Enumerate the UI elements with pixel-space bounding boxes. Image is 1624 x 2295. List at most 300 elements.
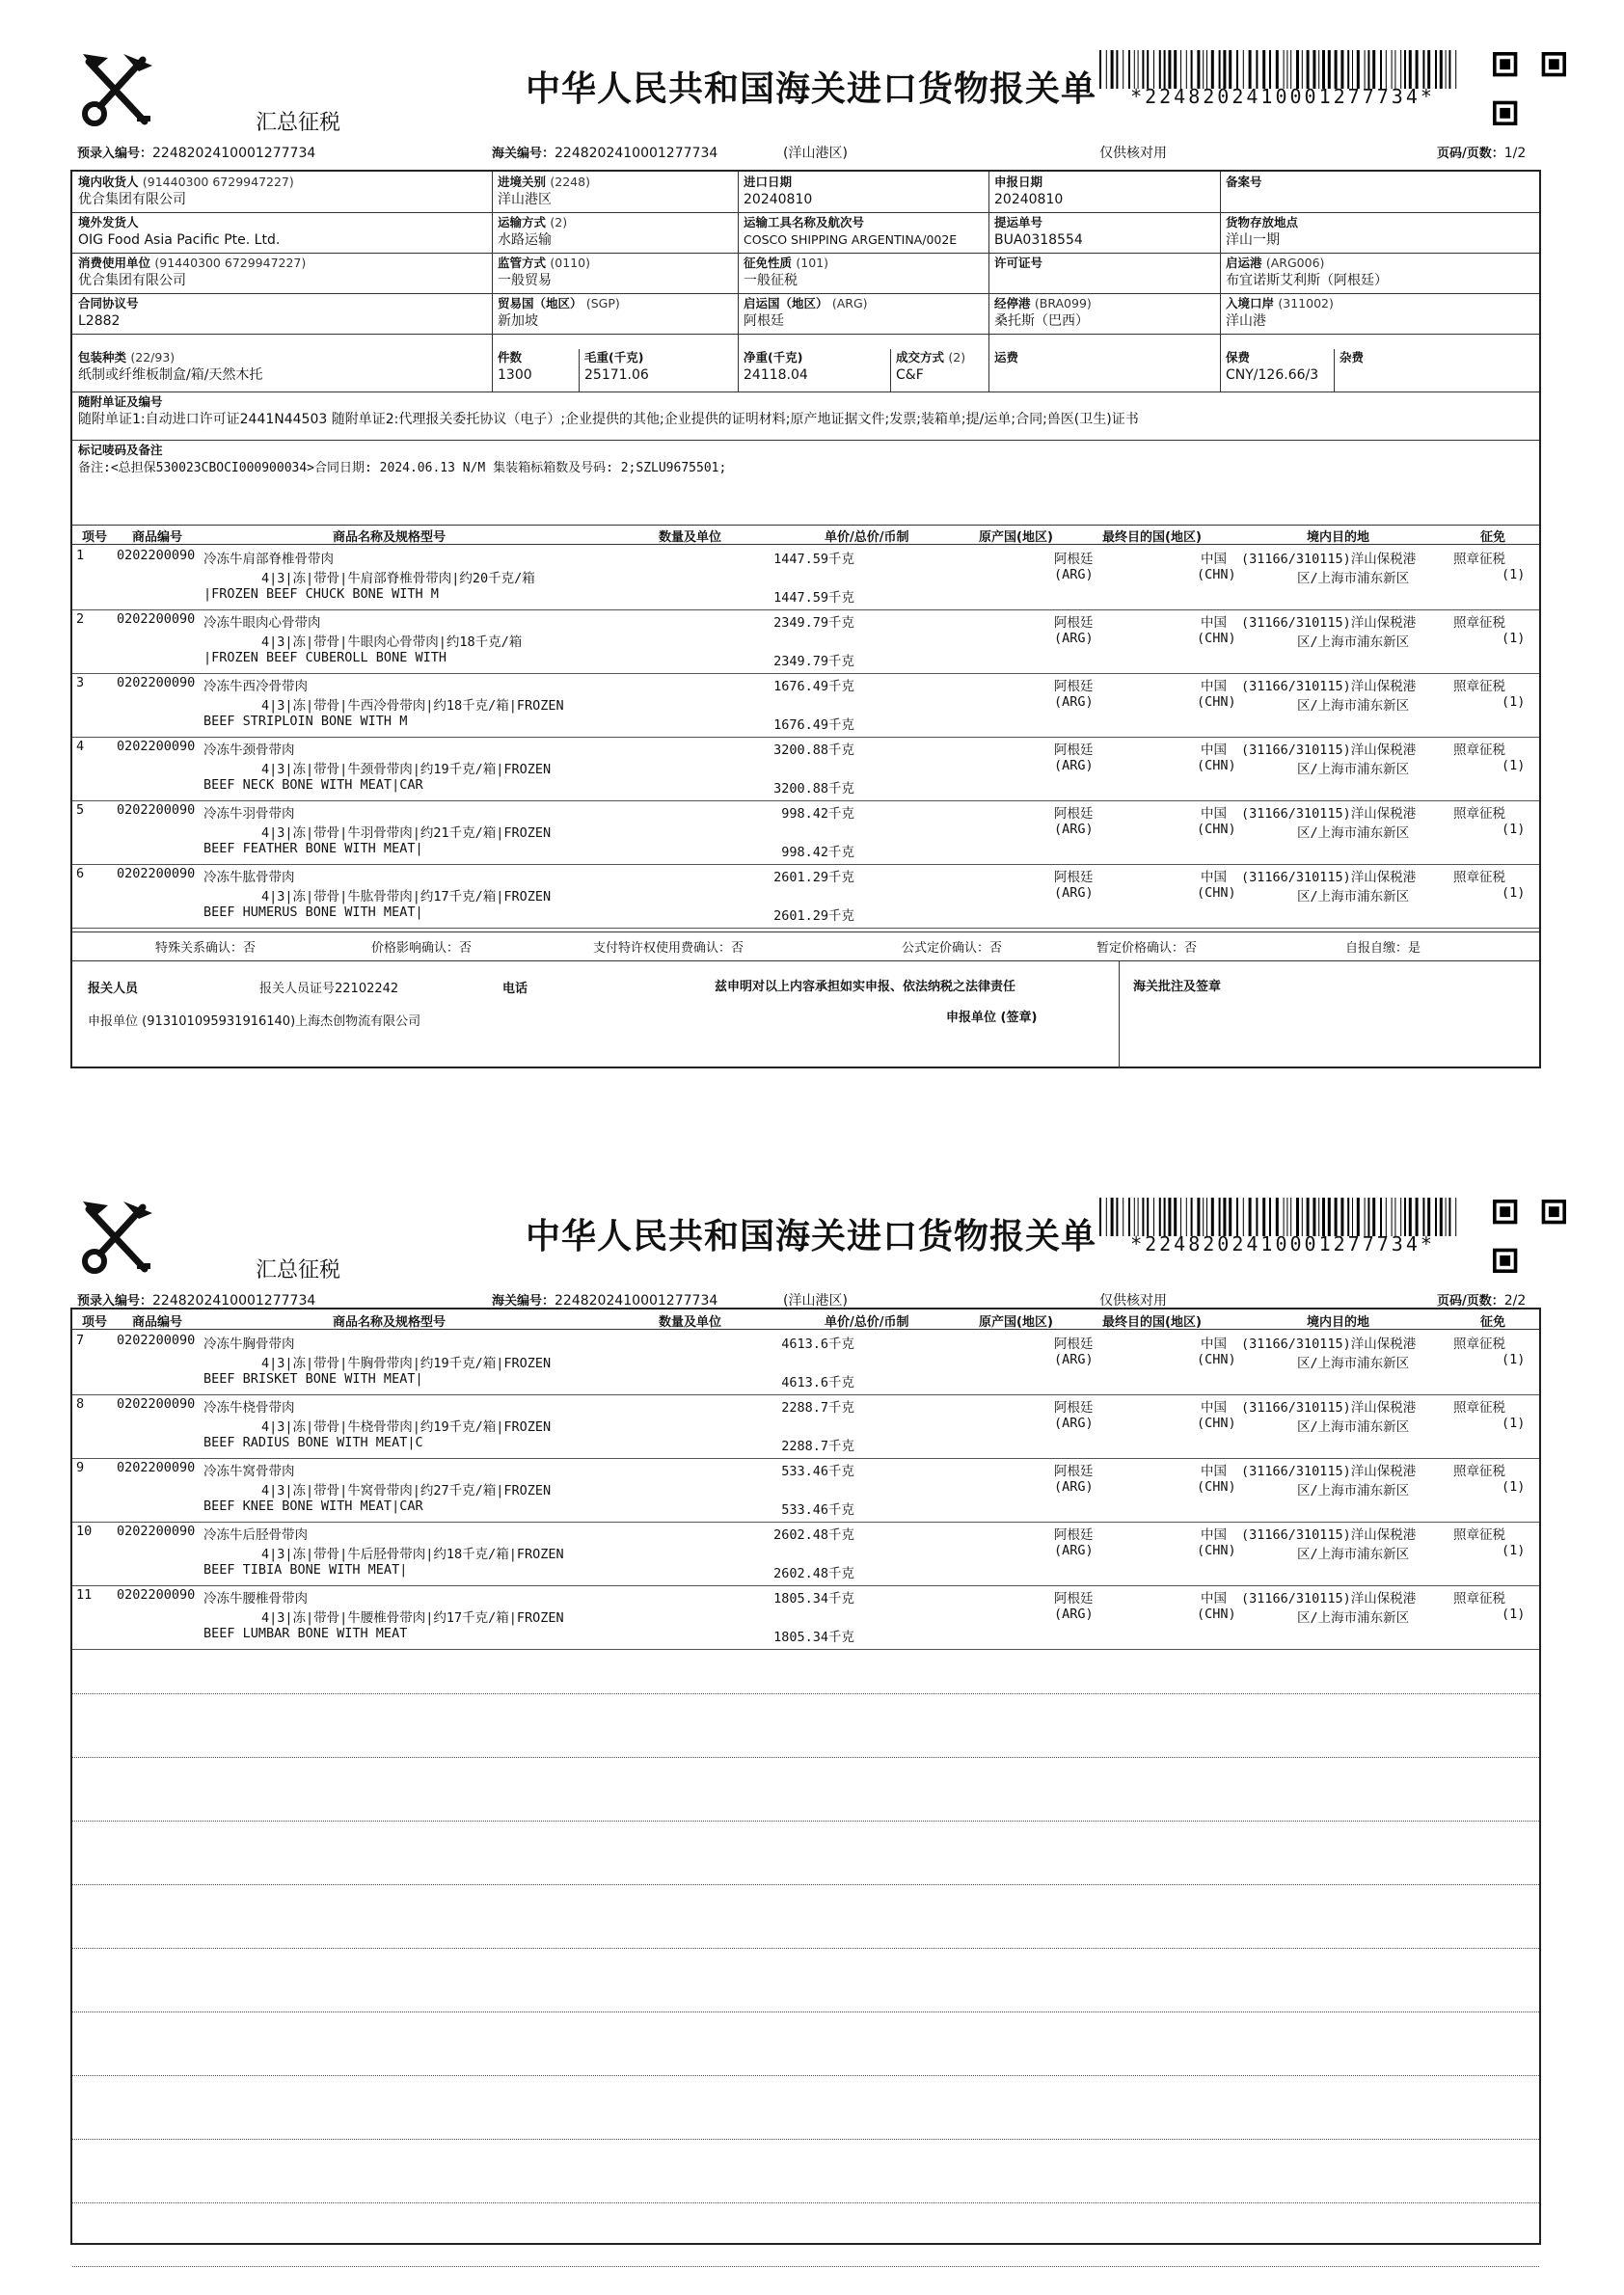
item-spec: 4|3|冻|带骨|牛后胫骨带肉|约18千克/箱|FROZEN <box>261 1547 564 1562</box>
item-qty2: 4613.6千克 <box>781 1375 854 1390</box>
item-name: 冷冻牛桡骨带肉 <box>203 1400 295 1416</box>
exit-cell: 进境关别 (2248) 洋山港区 <box>498 175 590 207</box>
item-levy: 照章征税 <box>1453 1591 1505 1606</box>
item-origin-code: (ARG) <box>1054 694 1094 710</box>
barcode-bar <box>1322 1198 1325 1236</box>
item-dest-country: 中国 <box>1201 615 1227 631</box>
port-name: (洋山港区) <box>783 1293 848 1309</box>
barcode-text: *2248202410001277734* <box>1130 1232 1435 1256</box>
item-origin: 阿根廷 <box>1054 870 1094 885</box>
item-levy: 照章征税 <box>1453 1336 1505 1352</box>
empty-row-line <box>72 1884 1539 1885</box>
page-number: 页码/页数：2/2 <box>1437 1293 1527 1309</box>
net-cell: 净重(千克) 24118.04 <box>744 350 808 383</box>
barcode-bar <box>1435 50 1437 89</box>
barcode-bar <box>1276 1198 1279 1236</box>
barcode-bar <box>1386 1198 1387 1236</box>
barcode-bar <box>1455 1198 1456 1236</box>
table-row <box>72 673 1539 737</box>
item-levy-code: (1) <box>1502 631 1526 646</box>
table-row <box>72 546 1539 609</box>
item-origin-code: (ARG) <box>1054 1352 1094 1367</box>
item-levy-code: (1) <box>1502 694 1526 710</box>
confirm-formula: 公式定价确认：否 <box>902 941 1003 956</box>
barcode-bar <box>1307 50 1310 89</box>
item-spec-en: BEEF NECK BONE WITH MEAT|CAR <box>203 777 423 793</box>
declarer-no: 报关人员证号22102242 <box>259 982 399 996</box>
barcode-bar <box>1386 50 1387 89</box>
item-no: 4 <box>76 739 85 754</box>
subtitle: 汇总征税 <box>256 1258 341 1282</box>
barcode-bar <box>1367 50 1369 89</box>
item-dest-country: 中国 <box>1201 1591 1227 1606</box>
item-name: 冷冻牛腰椎骨带肉 <box>203 1591 308 1606</box>
item-origin: 阿根廷 <box>1054 742 1094 758</box>
item-spec: 4|3|冻|带骨|牛腰椎骨带肉|约17千克/箱|FROZEN <box>261 1610 564 1626</box>
barcode-bar <box>1352 1198 1353 1236</box>
item-spec-en: |FROZEN BEEF CHUCK BONE WITH M <box>203 586 439 602</box>
confirm-provisional: 暂定价格确认：否 <box>1096 941 1198 956</box>
item-no: 3 <box>76 675 85 690</box>
empty-row-line <box>72 1948 1539 1949</box>
item-no: 7 <box>76 1333 85 1348</box>
item-dest2: 区/上海市浦东新区 <box>1297 1547 1410 1562</box>
barcode-bar <box>1164 1198 1166 1236</box>
empty-row-line <box>72 1821 1539 1822</box>
pieces-cell: 件数 1300 <box>498 350 532 383</box>
barcode-bar <box>1147 50 1149 89</box>
barcode-bar <box>1111 1198 1114 1236</box>
barcode-bar <box>1448 1198 1450 1236</box>
barcode-bar <box>1138 50 1139 89</box>
page-number: 页码/页数：1/2 <box>1437 146 1527 161</box>
barcode-bar <box>1128 50 1130 89</box>
origin-cell: 启运国（地区） (ARG) 阿根廷 <box>744 296 868 329</box>
barcode-bar <box>1392 50 1393 89</box>
barcode-icon <box>1099 50 1466 89</box>
item-qty2: 1805.34千克 <box>773 1630 854 1645</box>
customs-emblem-icon <box>75 1198 160 1282</box>
item-dest: (31166/310115)洋山保税港 <box>1241 806 1417 822</box>
empty-row-line <box>72 1693 1539 1694</box>
barcode-bar <box>1427 1198 1430 1236</box>
barcode-bar <box>1313 1198 1315 1236</box>
barcode-bar <box>1284 1198 1285 1236</box>
barcode-bar <box>1249 1198 1252 1236</box>
qr-code-icon <box>1493 1200 1566 1273</box>
barcode-bar <box>1380 50 1382 89</box>
table-row <box>72 1522 1539 1585</box>
item-dest-country: 中国 <box>1201 1527 1227 1543</box>
item-dest: (31166/310115)洋山保税港 <box>1241 552 1417 567</box>
item-levy: 照章征税 <box>1453 1527 1505 1543</box>
item-qty2: 2288.7千克 <box>781 1439 854 1454</box>
item-spec: 4|3|冻|带骨|牛胸骨带肉|约19千克/箱|FROZEN <box>261 1356 552 1371</box>
item-dest-country: 中国 <box>1201 552 1227 567</box>
barcode-bar <box>1357 50 1360 89</box>
storage-cell: 货物存放地点 洋山一期 <box>1226 215 1299 248</box>
empty-row-line <box>72 2075 1539 2076</box>
supervise-cell: 监管方式 (0110) 一般贸易 <box>498 256 590 288</box>
barcode-bar <box>1404 50 1406 89</box>
import-date-cell: 进口日期 20240810 <box>744 175 813 207</box>
item-levy: 照章征税 <box>1453 806 1505 822</box>
confirm-self: 自报自缴：是 <box>1345 941 1421 956</box>
item-origin: 阿根廷 <box>1054 1400 1094 1416</box>
item-code: 0202200090 <box>117 1460 196 1475</box>
barcode-bar <box>1134 50 1135 89</box>
docs-cell: 随附单证及编号 随附单证1:自动进口许可证2441N44503 随附单证2:代理报关委托协议（电子）;企业提供的其他;企业提供的证明材料;原产地证据文件;发票;装箱单;提/运单;合同;兽医(卫生)证书 <box>78 394 1139 427</box>
item-spec-en: BEEF BRISKET BONE WITH MEAT| <box>203 1371 423 1387</box>
item-name: 冷冻牛西冷骨带肉 <box>203 679 308 694</box>
empty-row-line <box>72 2202 1539 2203</box>
barcode-bar <box>1440 50 1443 89</box>
barcode-bar <box>1236 1198 1238 1236</box>
item-dest-country-code: (CHN) <box>1197 694 1236 710</box>
barcode-bar <box>1446 50 1447 89</box>
barcode-bar <box>1191 50 1193 89</box>
item-levy: 照章征税 <box>1453 1464 1505 1479</box>
item-spec: 4|3|冻|带骨|牛窝骨带肉|约27千克/箱|FROZEN <box>261 1483 552 1498</box>
item-code: 0202200090 <box>117 548 196 563</box>
item-qty2: 1447.59千克 <box>773 590 854 606</box>
item-origin: 阿根廷 <box>1054 1464 1094 1479</box>
item-qty: 1676.49千克 <box>773 679 854 694</box>
barcode-bar <box>1168 1198 1171 1236</box>
barcode-bar <box>1352 50 1353 89</box>
item-dest2: 区/上海市浦东新区 <box>1297 571 1410 586</box>
customs-no: 海关编号：2248202410001277734 <box>492 1293 718 1309</box>
barcode-bar <box>1347 50 1349 89</box>
empty-row-line <box>72 2139 1539 2140</box>
barcode-bar <box>1256 50 1258 89</box>
declare-date-cell: 申报日期 20240810 <box>994 175 1064 207</box>
item-levy: 照章征税 <box>1453 615 1505 631</box>
item-origin-code: (ARG) <box>1054 1543 1094 1558</box>
item-code: 0202200090 <box>117 739 196 754</box>
item-qty: 998.42千克 <box>781 806 854 822</box>
item-dest2: 区/上海市浦东新区 <box>1297 889 1410 904</box>
barcode-bar <box>1290 1198 1291 1236</box>
barcode-bar <box>1256 1198 1258 1236</box>
item-spec: 4|3|冻|带骨|牛肩部脊椎骨带肉|约20千克/箱 <box>261 571 535 586</box>
item-name: 冷冻牛胸骨带肉 <box>203 1336 295 1352</box>
user-cell: 消费使用单位 (91440300 6729947227) 优合集团有限公司 <box>78 256 307 288</box>
table-row <box>72 1458 1539 1522</box>
item-qty: 2288.7千克 <box>781 1400 854 1416</box>
barcode-bar <box>1296 50 1299 89</box>
barcode-bar <box>1365 50 1366 89</box>
barcode-bar <box>1284 50 1285 89</box>
barcode-bar <box>1392 1198 1393 1236</box>
item-levy-code: (1) <box>1502 822 1526 837</box>
deal-cell: 成交方式 (2) C&F <box>896 350 966 383</box>
item-qty2: 2349.79千克 <box>773 654 854 669</box>
barcode-bar <box>1229 50 1232 89</box>
item-levy-code: (1) <box>1502 1543 1526 1558</box>
transport-cell: 运输方式 (2) 水路运输 <box>498 215 568 248</box>
page-title: 中华人民共和国海关进口货物报关单 <box>526 1217 1097 1256</box>
item-code: 0202200090 <box>117 1396 196 1412</box>
barcode-bar <box>1138 1198 1139 1236</box>
item-dest: (31166/310115)洋山保税港 <box>1241 1464 1417 1479</box>
item-dest-country: 中国 <box>1201 742 1227 758</box>
item-code: 0202200090 <box>117 675 196 690</box>
barcode-bar <box>1328 1198 1331 1236</box>
item-levy: 照章征税 <box>1453 1400 1505 1416</box>
item-qty: 1447.59千克 <box>773 552 854 567</box>
item-levy: 照章征税 <box>1453 679 1505 694</box>
item-qty2: 2602.48千克 <box>773 1566 854 1581</box>
pack-cell: 包装种类 (22/93) 纸制或纤维板制盒/箱/天然木托 <box>78 350 263 383</box>
barcode-bar <box>1134 1198 1135 1236</box>
item-origin-code: (ARG) <box>1054 567 1094 582</box>
barcode-bar <box>1142 50 1144 89</box>
item-no: 2 <box>76 611 85 627</box>
item-spec: 4|3|冻|带骨|牛羽骨带肉|约21千克/箱|FROZEN <box>261 825 552 841</box>
barcode-bar <box>1409 1198 1412 1236</box>
item-levy-code: (1) <box>1502 1479 1526 1495</box>
item-dest-country: 中国 <box>1201 1464 1227 1479</box>
item-spec-en: BEEF LUMBAR BONE WITH MEAT <box>203 1626 408 1641</box>
barcode-bar <box>1335 1198 1338 1236</box>
item-qty2: 998.42千克 <box>781 845 854 860</box>
item-dest: (31166/310115)洋山保税港 <box>1241 1336 1417 1352</box>
table-row <box>72 737 1539 800</box>
barcode-bar <box>1206 1198 1207 1236</box>
via-cell: 经停港 (BRA099) 桑托斯（巴西） <box>994 296 1092 329</box>
item-spec-en: BEEF HUMERUS BONE WITH MEAT| <box>203 904 423 920</box>
item-qty: 2349.79千克 <box>773 615 854 631</box>
barcode-bar <box>1147 1198 1149 1236</box>
statement: 兹申明对以上内容承担如实申报、依法纳税之法律责任 <box>715 980 1016 994</box>
customs-emblem-icon <box>75 50 160 135</box>
item-levy-code: (1) <box>1502 1606 1526 1622</box>
item-levy-code: (1) <box>1502 567 1526 582</box>
item-name: 冷冻牛后胫骨带肉 <box>203 1527 308 1543</box>
item-spec-en: BEEF FEATHER BONE WITH MEAT| <box>203 841 423 856</box>
item-dest2: 区/上海市浦东新区 <box>1297 1483 1410 1498</box>
item-qty: 533.46千克 <box>781 1464 854 1479</box>
item-qty: 4613.6千克 <box>781 1336 854 1352</box>
item-origin: 阿根廷 <box>1054 679 1094 694</box>
item-qty2: 1676.49千克 <box>773 717 854 733</box>
barcode-bar <box>1186 1198 1187 1236</box>
barcode-bar <box>1223 50 1226 89</box>
item-origin-code: (ARG) <box>1054 758 1094 773</box>
barcode-bar <box>1211 50 1214 89</box>
page-1 <box>0 0 1624 1109</box>
declare-unit: 申报单位 (913101095931916140)上海杰创物流有限公司 <box>88 1014 421 1029</box>
item-dest-country-code: (CHN) <box>1197 631 1236 646</box>
item-no: 8 <box>76 1396 85 1412</box>
item-levy-code: (1) <box>1502 1416 1526 1431</box>
barcode-bar <box>1290 50 1291 89</box>
barcode-bar <box>1191 1198 1193 1236</box>
barcode-bar <box>1243 50 1244 89</box>
item-qty: 2601.29千克 <box>773 870 854 885</box>
barcode-bar <box>1400 1198 1401 1236</box>
trade-cell: 贸易国（地区） (SGP) 新加坡 <box>498 296 620 329</box>
barcode-bar <box>1236 50 1238 89</box>
item-origin: 阿根廷 <box>1054 1527 1094 1543</box>
item-name: 冷冻牛肱骨带肉 <box>203 870 295 885</box>
declarer-label: 报关人员 <box>88 982 139 996</box>
unit-sign: 申报单位 (签章) <box>946 1011 1038 1025</box>
declaration-form-page2: 项号 商品编号 商品名称及规格型号 数量及单位 单价/总价/币制 原产国(地区) 最终目的国(地区) 境内目的地 征免 7 0202200090 冷冻牛胸骨带肉 4|3|冻|带骨|牛胸骨带肉|约19千克/箱|FROZEN BEEF BRISKET BONE WITH MEAT| 4613.6千克 4613.6千克 阿根廷 (ARG) 中国 (CHN) (31166/310115)洋山保税港 区/上海市浦东新区 照章征税 (1) 8 0202200090 冷冻牛桡骨带肉 4|3|冻|带骨|牛桡骨带肉|约19千克/箱|FROZEN BEEF RADIUS BONE WITH MEAT|C 2288.7千克 2288.7千克 阿根廷 (ARG) 中国 (CHN) (31166/310115)洋山保税港 区/上海市浦东新区 照章征税 (1) 9 0202200090 冷冻牛窝骨带肉 4|3|冻|带骨|牛窝骨带肉|约27千克/箱|FROZEN BEEF KNEE BONE WITH MEAT|CAR 533.46千克 533.46千克 阿根廷 (ARG) 中国 (CHN) (31166/310115)洋山保税港 区/上海市浦东新区 照章征税 (1) 10 0202200090 冷冻牛后胫骨带肉 4|3|冻|带骨|牛后胫骨带肉|约18千克/箱|FROZEN BEEF TIBIA BONE WITH MEAT| 2602.48千克 2602.48千克 阿根廷 (ARG) 中国 (CHN) (31166/310115)洋山保税港 区/上海市浦东新区 照章征税 (1) 11 0202200090 冷冻牛腰椎骨带肉 4|3|冻|带骨|牛腰椎骨带肉|约17千克/箱|FROZEN BEEF LUMBAR BONE WITH MEAT 1805.34千克 1805.34千克 阿根廷 (ARG) 中国 (CHN) (31166/310115)洋山保税港 区/上海市浦东新区 照章征税 (1) <box>70 1308 1541 2245</box>
item-qty: 1805.34千克 <box>773 1591 854 1606</box>
barcode-bar <box>1416 50 1419 89</box>
barcode-bar <box>1142 1198 1144 1236</box>
item-levy-code: (1) <box>1502 758 1526 773</box>
item-dest: (31166/310115)洋山保税港 <box>1241 870 1417 885</box>
barcode-bar <box>1159 1198 1161 1236</box>
item-no: 1 <box>76 548 85 563</box>
barcode-bar <box>1380 1198 1382 1236</box>
barcode-bar <box>1197 50 1200 89</box>
license-cell: 许可证号 <box>994 256 1043 270</box>
item-qty2: 3200.88千克 <box>773 781 854 796</box>
port-name: (洋山港区) <box>783 146 848 161</box>
item-origin: 阿根廷 <box>1054 1336 1094 1352</box>
item-dest2: 区/上海市浦东新区 <box>1297 1356 1410 1371</box>
barcode-bar <box>1197 1198 1200 1236</box>
barcode-bar <box>1164 50 1166 89</box>
entry-cell: 入境口岸 (311002) 洋山港 <box>1226 296 1334 329</box>
item-name: 冷冻牛窝骨带肉 <box>203 1464 295 1479</box>
item-levy: 照章征税 <box>1453 742 1505 758</box>
barcode-bar <box>1340 1198 1343 1236</box>
item-dest2: 区/上海市浦东新区 <box>1297 762 1410 777</box>
item-dest: (31166/310115)洋山保税港 <box>1241 1527 1417 1543</box>
item-spec: 4|3|冻|带骨|牛颈骨带肉|约19千克/箱|FROZEN <box>261 762 552 777</box>
barcode-bar <box>1159 50 1161 89</box>
item-dest2: 区/上海市浦东新区 <box>1297 634 1410 650</box>
barcode-bar <box>1416 1198 1419 1236</box>
barcode-bar <box>1335 50 1338 89</box>
freight-cell: 运费 <box>994 350 1019 364</box>
item-dest-country: 中国 <box>1201 679 1227 694</box>
depart-cell: 启运港 (ARG006) 布宜诺斯艾利斯（阿根廷） <box>1226 256 1388 288</box>
confirm-royalty: 支付特许权使用费确认：否 <box>593 941 744 956</box>
shipper-cell: 境外发货人 OIG Food Asia Pacific Pte. Ltd. <box>78 215 281 248</box>
confirm-price: 价格影响确认：否 <box>371 941 473 956</box>
barcode-bar <box>1186 50 1187 89</box>
page-title: 中华人民共和国海关进口货物报关单 <box>526 69 1097 109</box>
pre-entry-no: 预录入编号：2248202410001277734 <box>77 1293 316 1309</box>
barcode-bar <box>1099 50 1101 89</box>
barcode-bar <box>1111 50 1114 89</box>
barcode-bar <box>1372 50 1375 89</box>
item-dest-country-code: (CHN) <box>1197 1479 1236 1495</box>
misc-cell: 杂费 <box>1340 350 1365 364</box>
item-qty: 3200.88千克 <box>773 742 854 758</box>
table-row <box>72 609 1539 673</box>
item-code: 0202200090 <box>117 611 196 627</box>
barcode-bar <box>1153 50 1154 89</box>
barcode-bar <box>1322 50 1325 89</box>
phone-label: 电话 <box>502 982 528 996</box>
barcode-bar <box>1328 50 1331 89</box>
barcode-bar <box>1394 1198 1395 1236</box>
barcode-bar <box>1116 1198 1118 1236</box>
barcode-bar <box>1400 50 1401 89</box>
record-cell: 备案号 <box>1226 175 1262 189</box>
confirm-special: 特殊关系确认：否 <box>155 941 257 956</box>
item-spec-en: BEEF KNEE BONE WITH MEAT|CAR <box>203 1498 423 1514</box>
barcode-bar <box>1180 1198 1181 1236</box>
barcode-bar <box>1206 50 1207 89</box>
item-dest-country: 中国 <box>1201 1336 1227 1352</box>
barcode-bar <box>1229 1198 1232 1236</box>
barcode-bar <box>1276 50 1279 89</box>
item-no: 6 <box>76 866 85 881</box>
barcode-bar <box>1153 1198 1154 1236</box>
table-row <box>72 1585 1539 1649</box>
item-dest-country-code: (CHN) <box>1197 885 1236 901</box>
table-row <box>72 1331 1539 1394</box>
subtitle: 汇总征税 <box>256 111 341 135</box>
barcode-bar <box>1203 1198 1204 1236</box>
barcode-bar <box>1128 1198 1130 1236</box>
item-name: 冷冻牛颈骨带肉 <box>203 742 295 758</box>
barcode-bar <box>1372 1198 1375 1236</box>
qr-code-icon <box>1493 52 1566 125</box>
item-qty: 2602.48千克 <box>773 1527 854 1543</box>
barcode-bar <box>1286 1198 1287 1236</box>
item-spec-en: BEEF STRIPLOIN BONE WITH M <box>203 714 408 729</box>
barcode-bar <box>1249 50 1252 89</box>
customs-no: 海关编号：2248202410001277734 <box>492 146 718 161</box>
barcode-bar <box>1269 50 1271 89</box>
item-dest: (31166/310115)洋山保税港 <box>1241 679 1417 694</box>
item-no: 9 <box>76 1460 85 1475</box>
barcode-bar <box>1422 50 1424 89</box>
item-dest-country: 中国 <box>1201 806 1227 822</box>
barcode-icon <box>1099 1198 1466 1236</box>
barcode-bar <box>1422 1198 1424 1236</box>
item-dest-country-code: (CHN) <box>1197 822 1236 837</box>
item-dest: (31166/310115)洋山保税港 <box>1241 615 1417 631</box>
barcode-bar <box>1455 50 1456 89</box>
barcode-bar <box>1318 1198 1319 1236</box>
item-code: 0202200090 <box>117 802 196 818</box>
barcode-bar <box>1313 50 1315 89</box>
barcode-bar <box>1168 50 1171 89</box>
item-dest: (31166/310115)洋山保税港 <box>1241 1591 1417 1606</box>
barcode-text: *2248202410001277734* <box>1130 85 1435 108</box>
item-no: 11 <box>76 1587 93 1603</box>
barcode-bar <box>1219 50 1221 89</box>
table-row <box>72 800 1539 864</box>
item-name: 冷冻牛羽骨带肉 <box>203 806 295 822</box>
verify-note: 仅供核对用 <box>1099 146 1167 161</box>
levy-cell: 征免性质 (101) 一般征税 <box>744 256 828 288</box>
item-dest2: 区/上海市浦东新区 <box>1297 825 1410 841</box>
item-no: 10 <box>76 1524 93 1539</box>
item-name: 冷冻牛肩部脊椎骨带肉 <box>203 552 334 567</box>
barcode-bar <box>1302 1198 1303 1236</box>
barcode-bar <box>1404 1198 1406 1236</box>
item-dest-country-code: (CHN) <box>1197 1352 1236 1367</box>
barcode-bar <box>1269 1198 1271 1236</box>
barcode-bar <box>1394 50 1395 89</box>
barcode-bar <box>1203 50 1204 89</box>
customs-note: 海关批注及签章 <box>1133 980 1222 994</box>
insurance-cell: 保费 CNY/126.66/3 <box>1226 350 1319 383</box>
barcode-bar <box>1347 1198 1349 1236</box>
item-name: 冷冻牛眼肉心骨带肉 <box>203 615 321 631</box>
